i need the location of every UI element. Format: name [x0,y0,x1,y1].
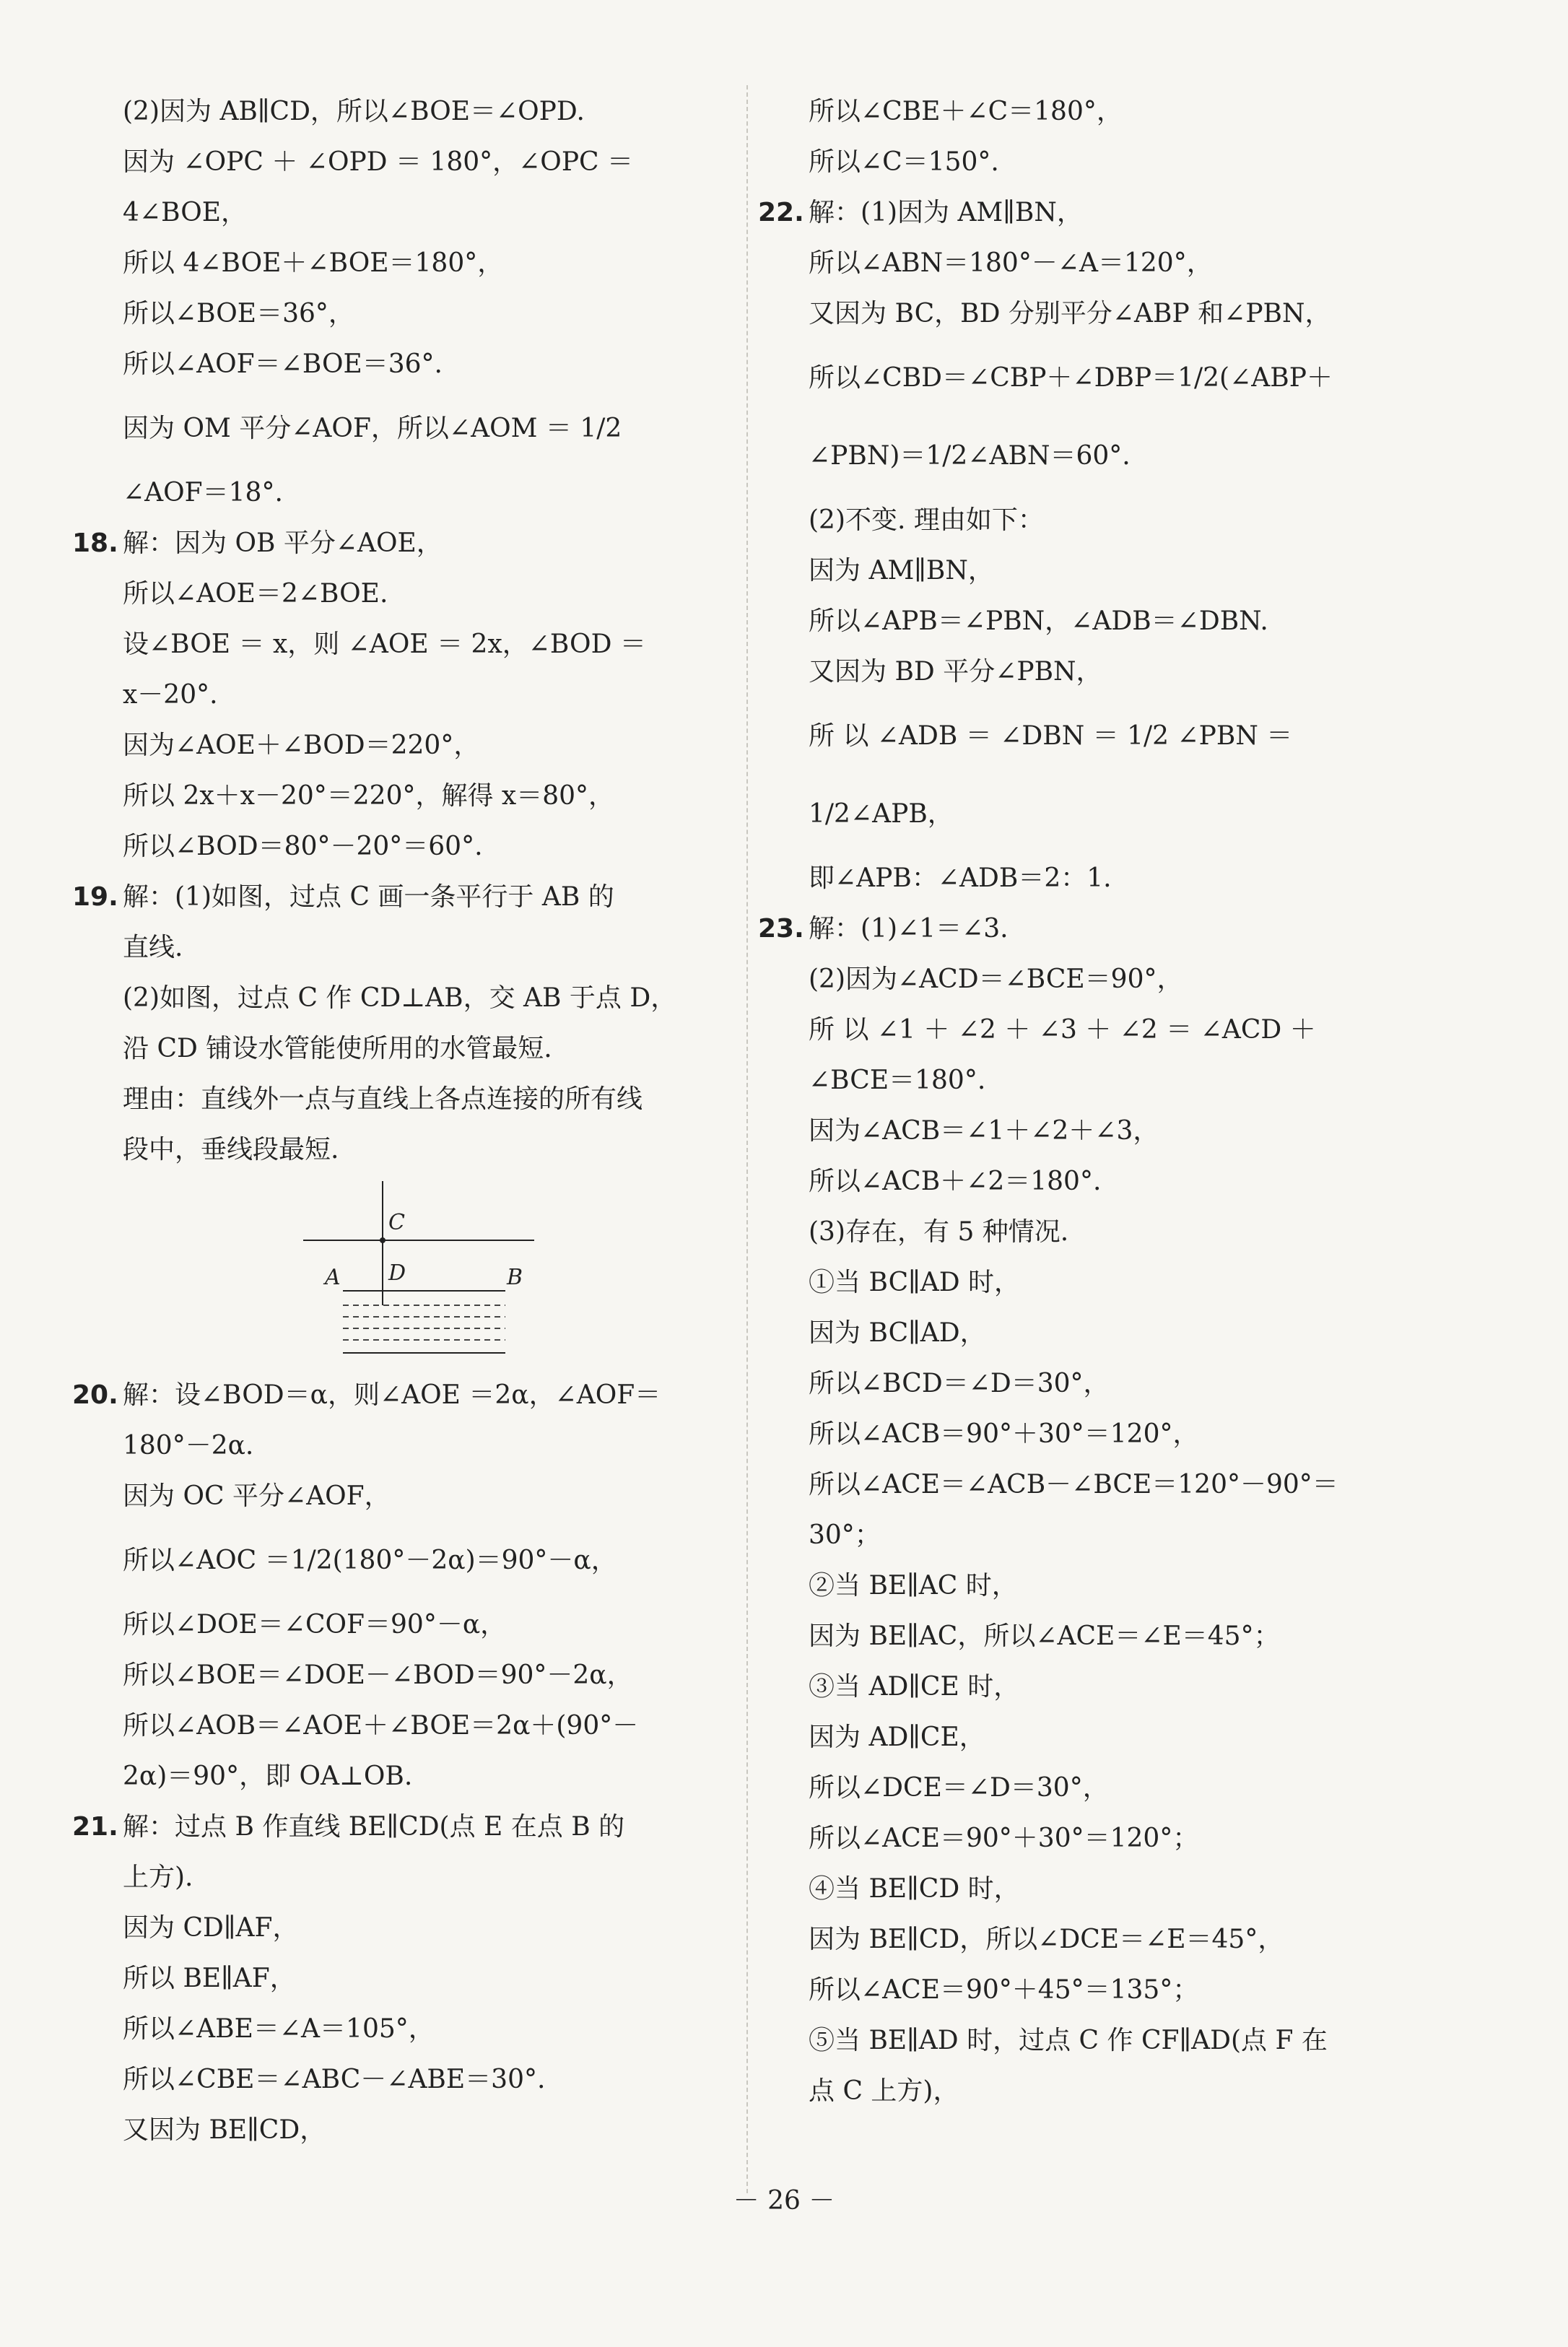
line-text: 解：因为 OB 平分∠AOE， [123,528,443,558]
line-text: ①当 BC∥AD 时， [809,1268,1021,1297]
text-line [758,1359,1422,1409]
line-text: ②当 BE∥AC 时， [809,1571,1018,1601]
text-line [72,973,736,1024]
text-line [758,238,1422,289]
line-text: 段中，垂线段最短. [123,1135,339,1164]
line-text: 所以∠BOE＝36°， [123,299,354,328]
line-text: 即∠APB：∠ADB＝2：1. [809,863,1112,893]
line-text: 所以∠ABE＝∠A＝105°， [123,2014,435,2044]
text-line [758,1915,1422,1965]
line-text: (3)存在，有 5 种情况. [809,1217,1069,1247]
line-text: (2)因为∠ACD＝∠BCE＝90°， [809,965,1183,994]
text-line [758,1712,1422,1763]
line-text: 所以∠C＝150°. [809,147,999,177]
label-d: D [388,1260,406,1286]
line-text: 因为 BE∥AC，所以∠ACE＝∠E＝45°； [809,1621,1280,1651]
label-a: A [325,1265,341,1290]
line-text: 所以∠CBE＝∠ABC－∠ABE＝30°. [123,2065,546,2094]
line-text: 4∠BOE， [123,198,247,227]
line-text: ④当 BE∥CD 时， [809,1874,1020,1904]
line-text: ⑤当 BE∥AD 时，过点 C 作 CF∥AD(点 F 在 [809,2026,1328,2055]
text-line [758,339,1422,417]
text-line [758,546,1422,596]
text-line [72,569,736,619]
text-line [758,1005,1422,1055]
text-line [758,1763,1422,1813]
line-text: 所以∠ACE＝90°＋45°＝135°； [809,1975,1199,2005]
text-line [758,954,1422,1005]
line-text: (2)如图，过点 C 作 CD⊥AB，交 AB 于点 D， [123,983,677,1013]
line-text: 点 C 上方)， [809,2076,959,2106]
text-line [758,1055,1422,1106]
line-text: 因为 BE∥CD，所以∠DCE＝∠E＝45°， [809,1925,1284,1954]
text-line [758,137,1422,188]
text-line [72,1125,736,1175]
text-line [758,188,1422,238]
line-text: 所以∠BCD＝∠D＝30°， [809,1369,1110,1398]
line-text: 所以∠APB＝∠PBN，∠ADB＝∠DBN. [809,606,1268,636]
line-text: 沿 CD 铺设水管能使所用的水管最短. [123,1034,552,1063]
text-line [72,1600,736,1650]
text-line [758,1864,1422,1915]
line-text: 设∠BOE ＝ x，则 ∠AOE ＝ 2x，∠BOD ＝ [123,630,646,659]
line-text: 解：过点 B 作直线 BE∥CD(点 E 在点 B 的 [123,1812,625,1842]
line-text: (2)因为 AB∥CD，所以∠BOE＝∠OPD. [123,97,585,126]
question-number: 21. [72,1812,118,1842]
line-text: 所以 2x＋x－20°＝220°，解得 x＝80°， [123,781,615,811]
line-text: 上方). [123,1863,193,1892]
line-text: 所以∠ACE＝90°＋30°＝120°； [809,1824,1199,1853]
line-text: 180°－2α. [123,1431,254,1460]
line-text: 因为∠ACB＝∠1＋∠2＋∠3， [809,1116,1159,1146]
text-line [72,518,736,569]
text-line [72,137,736,188]
text-line [758,697,1422,775]
line-text: ③当 AD∥CE 时， [809,1672,1020,1702]
text-line [758,853,1422,904]
question-number: 20. [72,1380,118,1410]
line-text: 1/2∠APB， [809,799,954,829]
line-text: 解：(1)因为 AM∥BN， [809,198,1083,227]
line-text: x－20°. [123,680,218,710]
text-line [72,390,736,468]
line-text: 所以∠ACB＋∠2＝180°. [809,1167,1102,1196]
text-line [72,923,736,973]
text-line [72,1751,736,1802]
line-text: 因为 BC∥AD， [809,1318,986,1348]
line-text: 所以∠ACE＝∠ACB－∠BCE＝120°－90°＝ [809,1470,1338,1499]
text-line [758,647,1422,697]
text-line [72,468,736,518]
question-number: 19. [72,882,118,912]
line-text: 所 以 ∠1 ＋ ∠2 ＋ ∠3 ＋ ∠2 ＝ ∠ACD ＋ [809,1015,1316,1045]
line-text: 所以∠CBE＋∠C＝180°， [809,97,1123,126]
line-text: 所以∠AOE＝2∠BOE. [123,579,388,609]
question-number: 22. [758,198,804,227]
text-line [758,1662,1422,1712]
line-text: 又因为 BE∥CD， [123,2115,326,2145]
line-text: ∠BCE＝180°. [809,1066,986,1095]
text-line [758,1106,1422,1157]
text-line [758,495,1422,546]
left-column [72,87,736,2156]
label-c: C [388,1210,405,1235]
text-line [72,2105,736,2156]
text-line [758,596,1422,647]
line-text: 直线. [123,933,183,962]
text-line [758,87,1422,137]
text-line [72,1701,736,1751]
line-text: 所以∠BOD＝80°－20°＝60°. [123,832,483,861]
right-column [758,87,1422,2117]
text-line [72,87,736,137]
text-line [758,775,1422,853]
pipe-diagram [303,1175,736,1370]
text-line [758,289,1422,339]
line-text: ∠AOF＝18°. [123,478,283,508]
question-number: 23. [758,914,804,944]
text-line [72,771,736,822]
text-line [758,1965,1422,2016]
text-line [72,1852,736,1903]
text-line [72,822,736,872]
line-text: 30°； [809,1520,881,1550]
text-line [72,720,736,771]
text-line [758,1813,1422,1864]
text-line [758,1157,1422,1207]
text-line [72,1471,736,1522]
line-text: 解：设∠BOD＝α，则∠AOE ＝2α，∠AOF＝ [123,1380,661,1410]
text-line [72,238,736,289]
text-line [72,1522,736,1600]
line-text: 所以∠DOE＝∠COF＝90°－α， [123,1610,507,1640]
line-text: 因为 OC 平分∠AOF， [123,1481,391,1511]
line-text: 因为 CD∥AF， [123,1913,299,1943]
text-line [758,1460,1422,1510]
text-line [758,417,1422,495]
text-line [758,1611,1422,1662]
column-divider [746,85,748,2193]
line-text: 所以∠CBD＝∠CBP＋∠DBP＝1/2(∠ABP＋ [809,363,1333,393]
line-text: 因为 OM 平分∠AOF，所以∠AOM ＝ 1/2 [123,414,622,443]
point-c [380,1237,386,1243]
text-line [72,670,736,720]
text-line [72,1903,736,1954]
line-text: 因为 AM∥BN， [809,556,994,585]
line-text: 又因为 BD 平分∠PBN， [809,657,1102,687]
text-line [72,289,736,339]
line-text: (2)不变. 理由如下： [809,505,1044,535]
text-line [72,619,736,670]
line-text: ∠PBN)＝1/2∠ABN＝60°. [809,441,1131,471]
text-line [758,1258,1422,1308]
text-line [72,1074,736,1125]
text-line [72,2004,736,2055]
text-line [72,188,736,238]
line-text: 因为 AD∥CE， [809,1723,985,1752]
line-text: 所以∠AOB＝∠AOE＋∠BOE＝2α＋(90°－ [123,1711,639,1741]
text-line [72,1954,736,2004]
line-text: 因为 ∠OPC ＋ ∠OPD ＝ 180°，∠OPC ＝ [123,147,634,177]
line-text: 所 以 ∠ADB ＝ ∠DBN ＝ 1/2 ∠PBN ＝ [809,721,1293,751]
line-text: 所以 BE∥AF， [123,1964,296,1993]
line-text: 解：(1)如图，过点 C 画一条平行于 AB 的 [123,882,614,912]
text-line [72,1370,736,1421]
text-line [72,1421,736,1471]
line-text: 所以∠ACB＝90°＋30°＝120°， [809,1419,1199,1449]
text-line [72,2055,736,2105]
text-line [758,1561,1422,1611]
water-hatching [343,1305,505,1340]
line-text: 所以∠DCE＝∠D＝30°， [809,1773,1109,1803]
line-text: 2α)＝90°，即 OA⊥OB. [123,1762,413,1791]
question-number: 18. [72,528,118,558]
text-line [758,2016,1422,2066]
text-line [758,1308,1422,1359]
text-line [758,1510,1422,1561]
line-text: 因为∠AOE＋∠BOD＝220°， [123,731,480,760]
text-line [758,1207,1422,1258]
line-text: 所以∠ABN＝180°－∠A＝120°， [809,248,1213,278]
line-text: 理由：直线外一点与直线上各点连接的所有线 [123,1084,643,1114]
line-text: 所以∠BOE＝∠DOE－∠BOD＝90°－2α， [123,1660,633,1690]
text-line [72,1024,736,1074]
text-line [758,2066,1422,2117]
text-line [72,1650,736,1701]
label-b: B [507,1265,523,1290]
text-line [72,339,736,390]
text-line [758,1409,1422,1460]
line-text: 所以∠AOF＝∠BOE＝36°. [123,349,443,379]
line-text: 又因为 BC，BD 分别平分∠ABP 和∠PBN， [809,299,1331,328]
line-text: 解：(1)∠1＝∠3. [809,914,1009,944]
text-line [758,904,1422,954]
line-text: 所以 4∠BOE＋∠BOE＝180°， [123,248,504,278]
text-line [72,1802,736,1852]
text-line [72,872,736,923]
page-number: － 26 － [733,2186,835,2216]
line-text: 所以∠AOC ＝1/2(180°－2α)＝90°－α， [123,1546,617,1575]
